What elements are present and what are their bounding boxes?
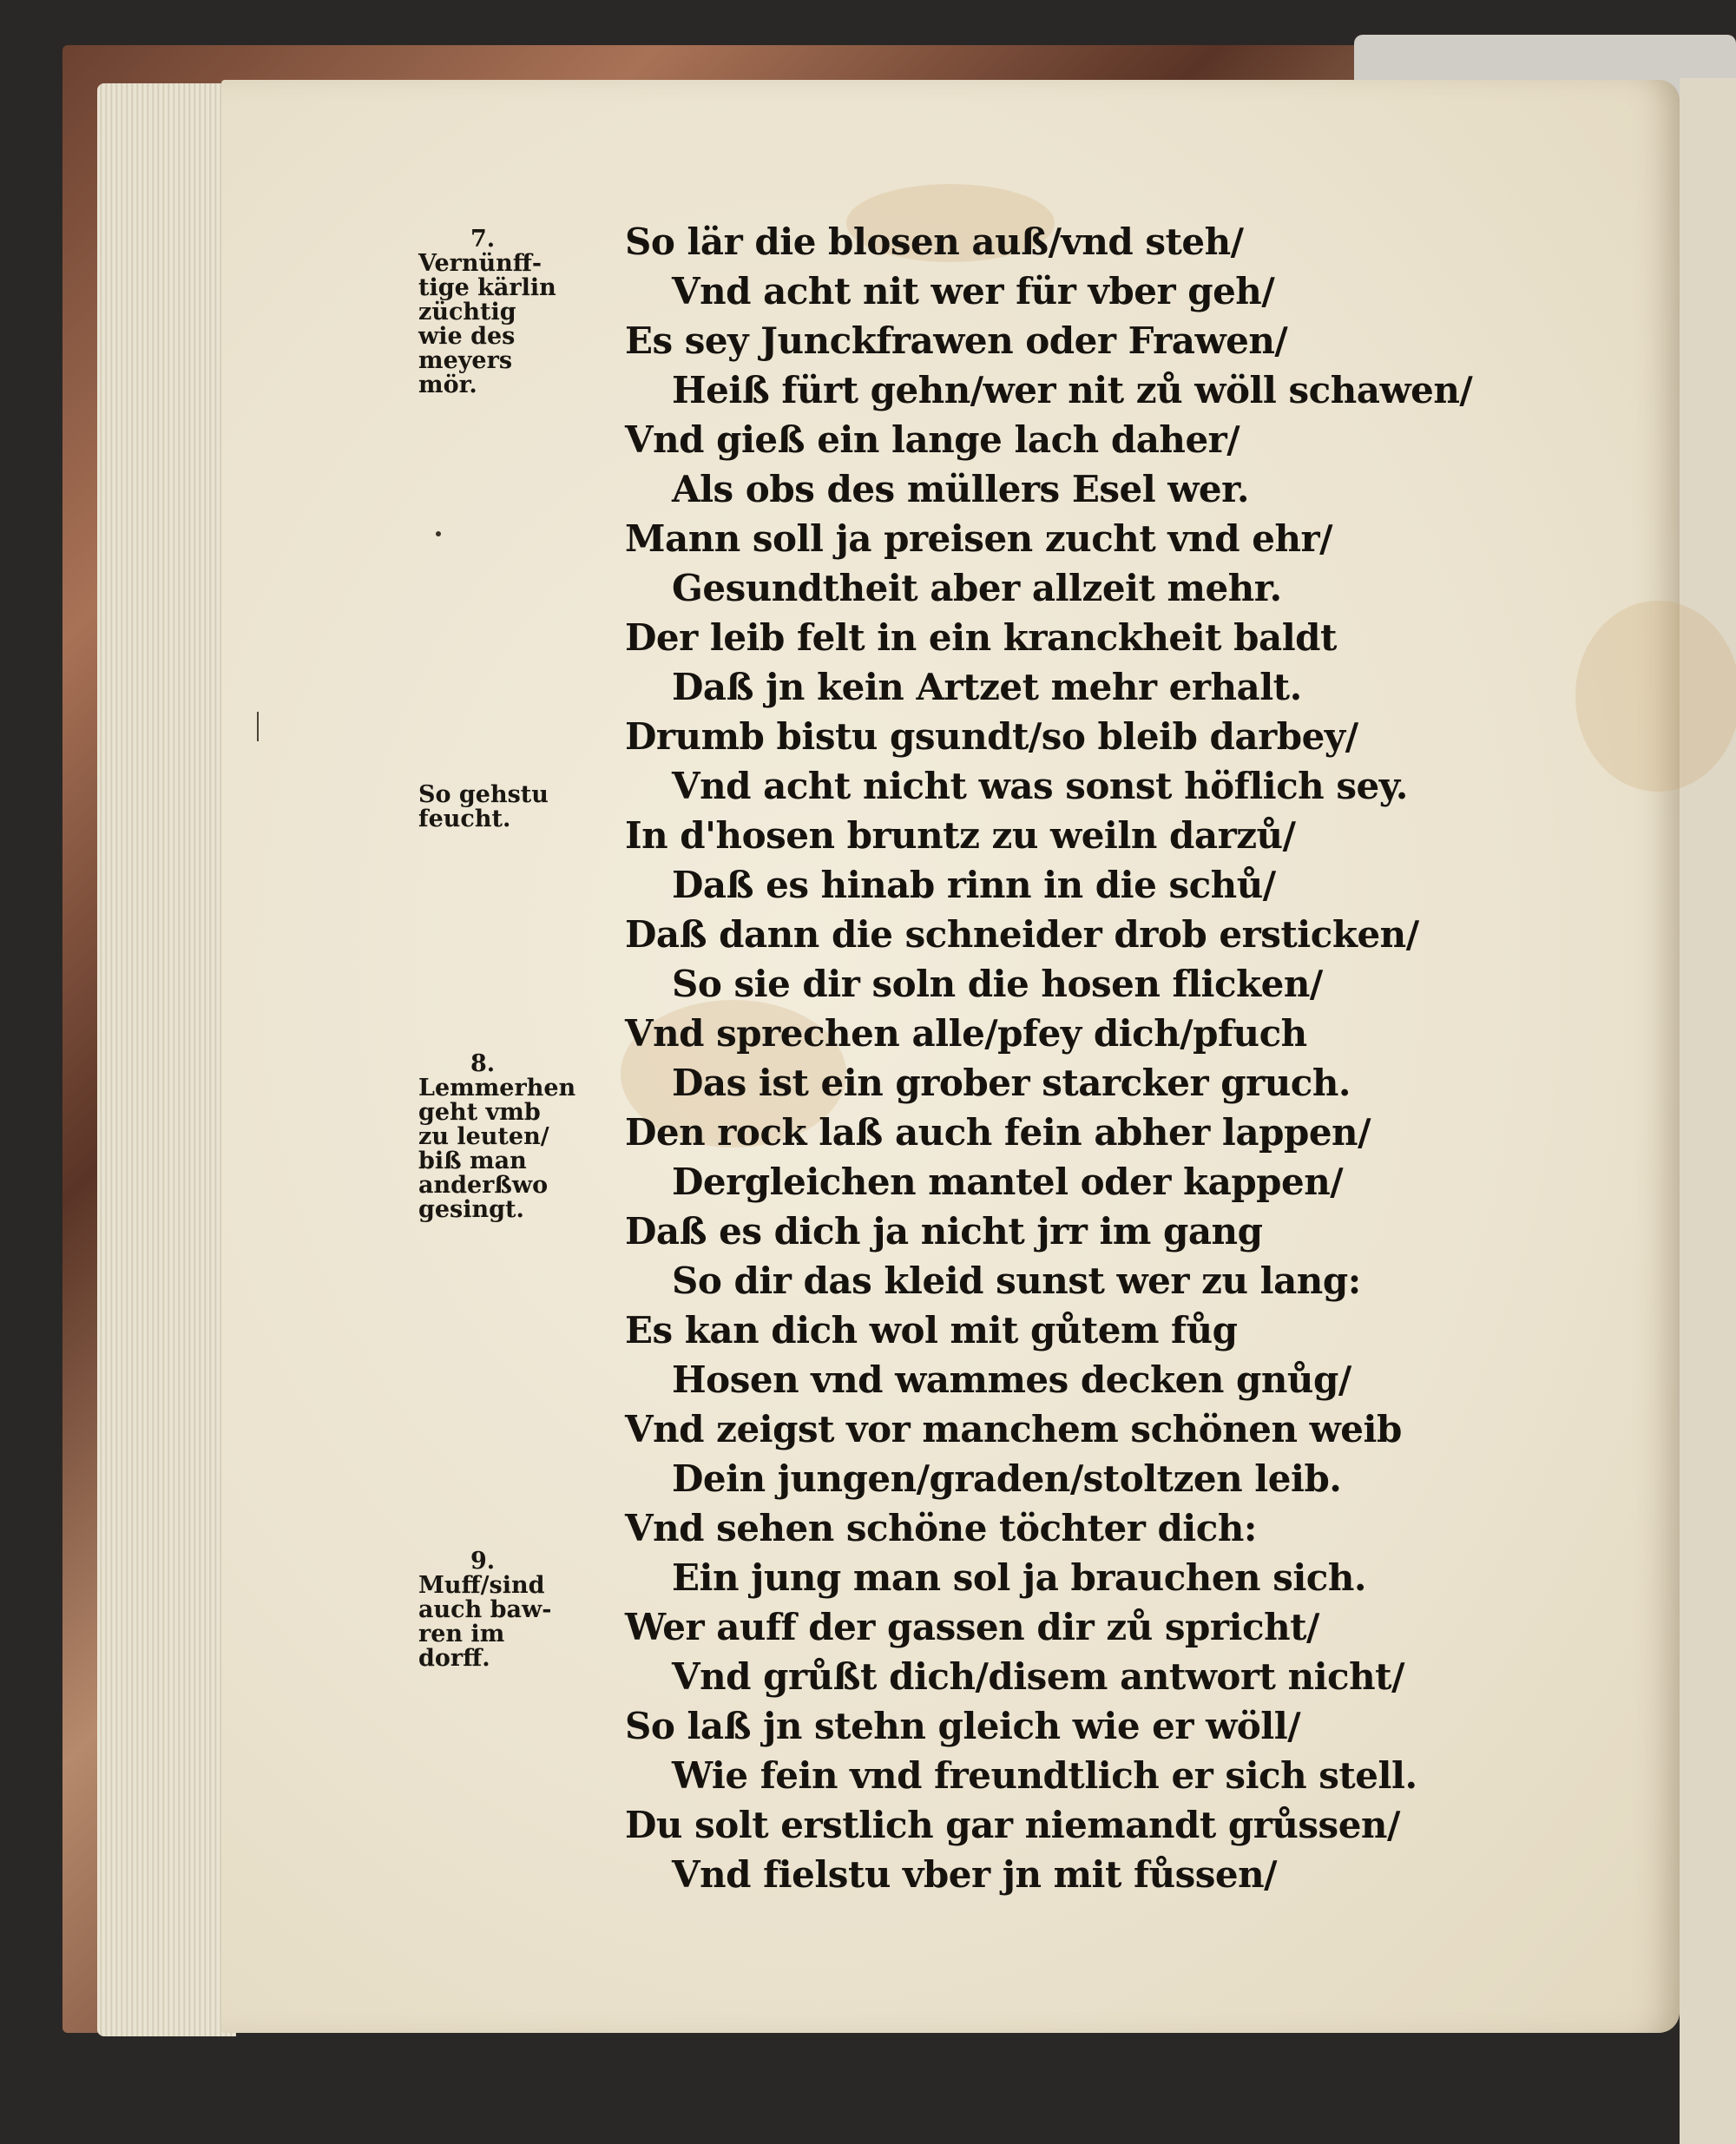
note-line: züchtig	[418, 299, 516, 326]
verse-line: Vnd grůßt dich/disem antwort nicht/	[672, 1655, 1404, 1698]
note-number: 7.	[470, 226, 496, 253]
verse-line: In d'hosen bruntz zu weiln darzů/	[625, 814, 1296, 857]
verse-line: Vnd acht nit wer für vber geh/	[672, 270, 1275, 312]
verse-line: Vnd gieß ein lange lach daher/	[625, 418, 1240, 461]
verse-line: Daß es dich ja nicht jrr im gang	[625, 1210, 1263, 1253]
note-line: anderßwo	[418, 1172, 549, 1199]
verse-line: Du solt erstlich gar niemandt grůssen/	[625, 1804, 1400, 1846]
verse-line: Hosen vnd wammes decken gnůg/	[672, 1358, 1351, 1401]
verse-line: Vnd fielstu vber jn mit fůssen/	[672, 1853, 1278, 1896]
verse-line: Vnd acht nicht was sonst höflich sey.	[672, 765, 1408, 807]
facing-page-edge	[1680, 78, 1736, 2144]
verse-line: Daß es hinab rinn in die schů/	[672, 864, 1276, 906]
verse-line: Mann soll ja preisen zucht vnd ehr/	[625, 517, 1332, 560]
verse-line: Vnd zeigst vor manchem schönen weib	[625, 1408, 1402, 1450]
page-stack-edges	[97, 83, 236, 2036]
verse-line: Es kan dich wol mit gůtem fůg	[625, 1309, 1238, 1352]
note-number: 9.	[470, 1548, 496, 1575]
verse-line: Gesundtheit aber allzeit mehr.	[672, 567, 1282, 609]
water-stain	[1575, 601, 1736, 792]
verse-line: Dein jungen/graden/stoltzen leib.	[672, 1457, 1342, 1500]
verse-text	[625, 217, 1510, 1899]
verse-line: So dir das kleid sunst wer zu lang:	[672, 1259, 1361, 1302]
note-line: So gehstu	[418, 781, 549, 808]
margin-note	[418, 227, 556, 398]
verse-line: Heiß fürt gehn/wer nit zů wöll schawen/	[672, 369, 1473, 411]
note-line: geht vmb	[418, 1099, 541, 1126]
verse-line: Es sey Junckfrawen oder Frawen/	[625, 319, 1288, 362]
verse-line: So laß jn stehn gleich wie er wöll/	[625, 1705, 1301, 1747]
verse-line: Das ist ein grober starcker gruch.	[672, 1062, 1351, 1104]
verse-line: Vnd sprechen alle/pfey dich/pfuch	[625, 1012, 1307, 1055]
margin-note	[418, 1052, 575, 1222]
note-line: wie des	[418, 323, 516, 350]
ink-dot	[436, 531, 441, 536]
verse-line: Als obs des müllers Esel wer.	[672, 468, 1250, 510]
note-line: dorff.	[418, 1645, 490, 1672]
verse-line: Dergleichen mantel oder kappen/	[672, 1161, 1344, 1203]
note-line: gesingt.	[418, 1196, 524, 1223]
verse-line: Der leib felt in ein kranckheit baldt	[625, 616, 1337, 659]
verse-line: So lär die blosen auß/vnd steh/	[625, 220, 1244, 263]
note-line: Lemmerhen	[418, 1075, 576, 1102]
verse-line: So sie dir soln die hosen flicken/	[672, 963, 1323, 1005]
ink-mark	[257, 712, 259, 741]
verse-line: Daß jn kein Artzet mehr erhalt.	[672, 666, 1302, 708]
verse-line: Daß dann die schneider drob ersticken/	[625, 913, 1419, 956]
note-line: auch baw-	[418, 1596, 552, 1623]
verse-line: Drumb bistu gsundt/so bleib darbey/	[625, 715, 1358, 758]
note-line: meyers	[418, 347, 513, 374]
note-line: ren im	[418, 1621, 505, 1647]
note-line: mör.	[418, 372, 477, 398]
note-number: 8.	[470, 1050, 496, 1077]
verse-line: Ein jung man sol ja brauchen sich.	[672, 1556, 1367, 1599]
note-line: Muff/sind	[418, 1572, 545, 1599]
verse-line: Den rock laß auch fein abher lappen/	[625, 1111, 1371, 1154]
note-line: biß man	[418, 1148, 527, 1174]
note-line: zu leuten/	[418, 1123, 549, 1150]
verse-line: Wie fein vnd freundtlich er sich stell.	[672, 1754, 1417, 1797]
verse-line: Wer auff der gassen dir zů spricht/	[625, 1606, 1319, 1648]
note-line: Vernünff-	[418, 250, 542, 277]
margin-note	[418, 783, 549, 832]
verse-line: Vnd sehen schöne töchter dich:	[625, 1507, 1257, 1549]
note-line: feucht.	[418, 806, 511, 832]
margin-note	[418, 1549, 551, 1671]
note-line: tige kärlin	[418, 274, 556, 301]
